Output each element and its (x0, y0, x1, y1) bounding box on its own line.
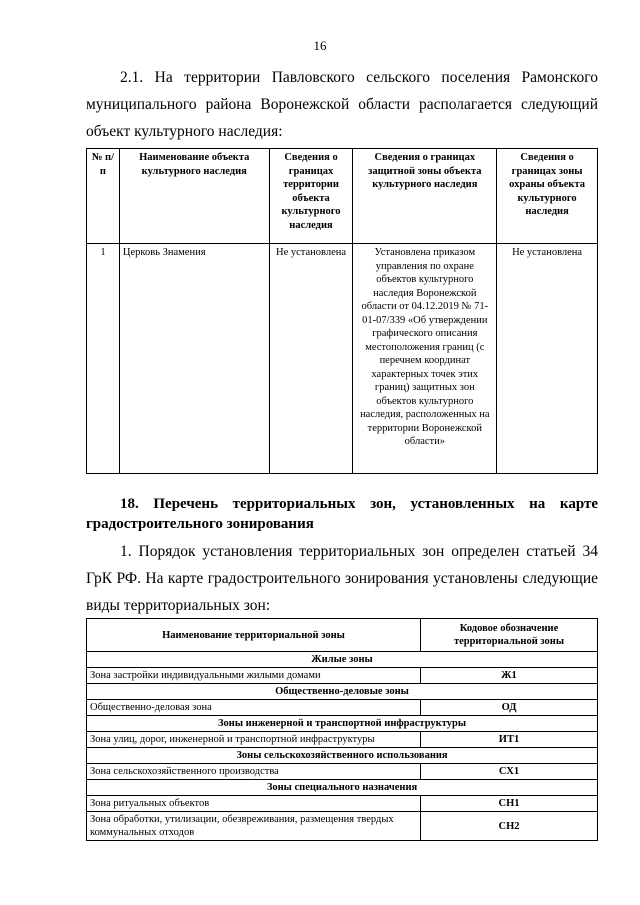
cell-protective-zone: Установлена приказом управления по охране объектов культурного наследия Воронежской области от 04.12.2019 № 71-01-07/339 «Об утверждении графического описания местоположения границ (с перечнем координат характерных точек этих границ) защитных зон объектов культурного наследия, расположенных на территории Воронежской области» (353, 244, 497, 474)
territorial-zones-table (86, 618, 598, 841)
zone-code: СН1 (421, 796, 598, 812)
intro-line: муниципального района Воронежской области располагается следующий (86, 96, 598, 113)
heritage-objects-table (86, 148, 598, 474)
intro-paragraph (86, 64, 598, 145)
table-row (87, 796, 598, 812)
zone-name: Зона улиц, дорог, инженерной и транспортной инфраструктуры (87, 732, 421, 748)
zone-name: Зона обработки, утилизации, обезвреживания, размещения твердых коммунальных отходов (87, 812, 421, 841)
zone-code: СХ1 (421, 764, 598, 780)
page-number: 16 (313, 38, 327, 53)
zone-code: ОД (421, 700, 598, 716)
cell-territory: Не установлена (269, 244, 353, 474)
zone-group-title: Жилые зоны (87, 652, 598, 668)
column-header-object-name: Наименование объекта культурного наследия (119, 149, 269, 244)
zone-group-title: Зоны сельскохозяйственного использования (87, 748, 598, 764)
column-header-zone-code: Кодовое обозначение территориальной зоны (421, 619, 598, 652)
zone-name: Зона сельскохозяйственного производства (87, 764, 421, 780)
section-paragraph (86, 538, 598, 619)
zone-code: ИТ1 (421, 732, 598, 748)
column-header-protection-zone-bounds: Сведения о границах зоны охраны объекта культурного наследия (497, 149, 598, 244)
zone-name: Зона ритуальных объектов (87, 796, 421, 812)
heading-line: градостроительного зонирования (86, 516, 314, 532)
table-row (87, 812, 598, 841)
zone-group-row (87, 748, 598, 764)
paragraph-line: ГрК РФ. На карте градостроительного зонирования установлены следующие (86, 570, 598, 587)
cell-number: 1 (87, 244, 120, 474)
table-row (87, 668, 598, 684)
column-header-zone-name: Наименование территориальной зоны (87, 619, 421, 652)
section-heading (86, 494, 598, 534)
zone-group-row (87, 684, 598, 700)
heading-line: 18. Перечень территориальных зон, установленных на карте (120, 496, 598, 512)
zone-group-row (87, 716, 598, 732)
table-header-row (87, 149, 598, 244)
intro-line: объект культурного наследия: (86, 123, 283, 140)
intro-line: 2.1. На территории Павловского сельского поселения Рамонского (120, 69, 598, 86)
table-header-row (87, 619, 598, 652)
cell-protection-zone: Не установлена (497, 244, 598, 474)
zone-name: Зона застройки индивидуальными жилыми домами (87, 668, 421, 684)
cell-object-name: Церковь Знамения (119, 244, 269, 474)
paragraph-line: виды территориальных зон: (86, 597, 271, 614)
zone-name: Общественно-деловая зона (87, 700, 421, 716)
zone-group-row (87, 780, 598, 796)
column-header-territory-bounds: Сведения о границах территории объекта культурного наследия (269, 149, 353, 244)
table-row (87, 732, 598, 748)
zone-code: Ж1 (421, 668, 598, 684)
paragraph-line: 1. Порядок установления территориальных зон определен статьей 34 (120, 543, 598, 560)
column-header-number: № п/п (87, 149, 120, 244)
zone-code: СН2 (421, 812, 598, 841)
table-row (87, 764, 598, 780)
zone-group-title: Зоны инженерной и транспортной инфраструктуры (87, 716, 598, 732)
zone-group-title: Зоны специального назначения (87, 780, 598, 796)
table-row (87, 700, 598, 716)
table-row (87, 244, 598, 474)
column-header-protective-zone-bounds: Сведения о границах защитной зоны объекта культурного наследия (353, 149, 497, 244)
zone-group-title: Общественно-деловые зоны (87, 684, 598, 700)
zone-group-row (87, 652, 598, 668)
